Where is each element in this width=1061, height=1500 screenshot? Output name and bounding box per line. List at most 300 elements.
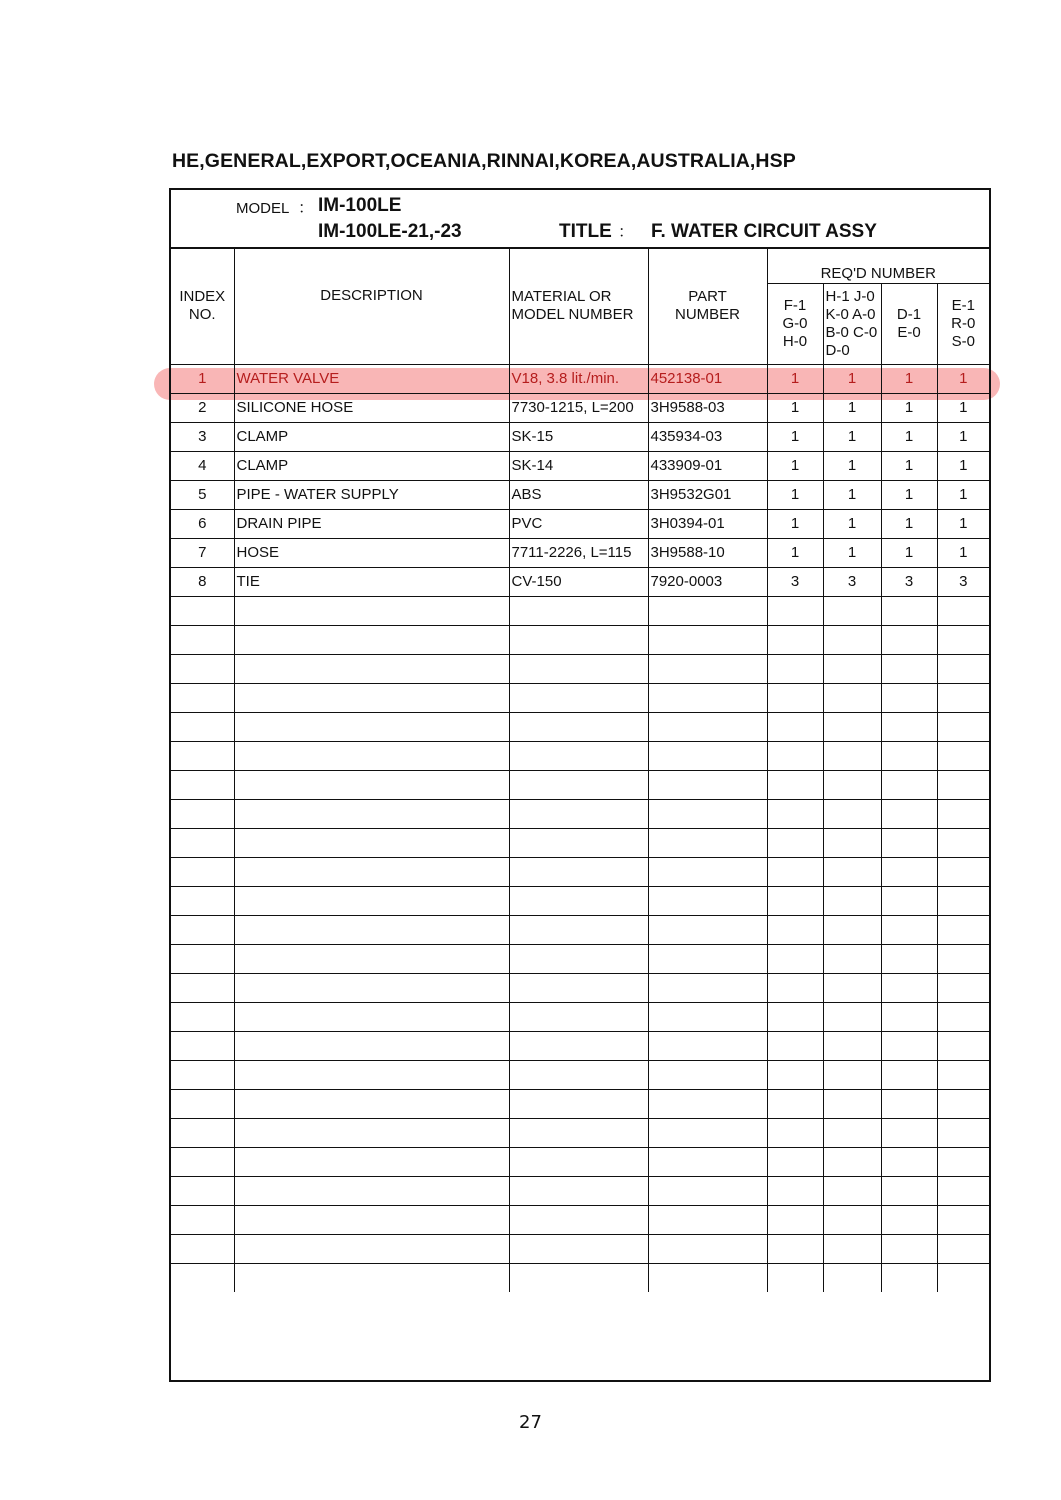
- cell-material: CV-150: [509, 568, 648, 597]
- cell-qty-1: [767, 597, 823, 626]
- cell-index: [171, 1148, 234, 1177]
- cell-qty-3: [881, 800, 937, 829]
- cell-part-number: 3H9588-10: [648, 539, 767, 568]
- cell-qty-2: [823, 974, 881, 1003]
- cell-material: [509, 1264, 648, 1293]
- cell-qty-1: [767, 1003, 823, 1032]
- cell-qty-3: [881, 742, 937, 771]
- empty-table-row: [171, 1264, 989, 1293]
- cell-qty-2: [823, 887, 881, 916]
- cell-material: [509, 916, 648, 945]
- cell-material: [509, 1206, 648, 1235]
- cell-qty-4: [937, 1003, 989, 1032]
- cell-index: [171, 800, 234, 829]
- empty-table-row: [171, 684, 989, 713]
- cell-description: PIPE - WATER SUPPLY: [234, 481, 509, 510]
- cell-qty-2: [823, 1148, 881, 1177]
- empty-table-row: [171, 974, 989, 1003]
- cell-part-number: 3H9588-03: [648, 394, 767, 423]
- cell-part-number: [648, 1148, 767, 1177]
- cell-index: 2: [171, 394, 234, 423]
- assembly-title: F. WATER CIRCUIT ASSY: [651, 221, 877, 242]
- cell-part-number: [648, 1264, 767, 1293]
- cell-qty-3: 1: [881, 394, 937, 423]
- empty-table-row: [171, 1119, 989, 1148]
- parts-table-body: [171, 365, 989, 1293]
- cell-part-number: 3H9532G01: [648, 481, 767, 510]
- cell-index: [171, 1119, 234, 1148]
- cell-qty-2: 3: [823, 568, 881, 597]
- cell-qty-3: 1: [881, 510, 937, 539]
- cell-qty-4: [937, 1235, 989, 1264]
- table-row: [171, 568, 989, 597]
- cell-qty-2: 1: [823, 481, 881, 510]
- header-variant-3: D-1 E-0: [881, 284, 937, 365]
- cell-qty-3: [881, 1032, 937, 1061]
- cell-qty-4: [937, 858, 989, 887]
- cell-qty-2: [823, 1032, 881, 1061]
- cell-qty-1: [767, 626, 823, 655]
- cell-qty-2: [823, 1177, 881, 1206]
- cell-qty-2: 1: [823, 510, 881, 539]
- header-description: DESCRIPTION: [234, 247, 509, 365]
- cell-qty-2: [823, 1235, 881, 1264]
- table-row: [171, 365, 989, 394]
- empty-table-row: [171, 887, 989, 916]
- cell-qty-1: [767, 1206, 823, 1235]
- cell-qty-1: [767, 1061, 823, 1090]
- cell-qty-1: [767, 829, 823, 858]
- cell-part-number: [648, 742, 767, 771]
- cell-qty-3: [881, 684, 937, 713]
- cell-index: [171, 684, 234, 713]
- cell-qty-4: [937, 771, 989, 800]
- cell-qty-4: [937, 655, 989, 684]
- cell-qty-4: [937, 742, 989, 771]
- cell-qty-4: [937, 1090, 989, 1119]
- cell-index: 5: [171, 481, 234, 510]
- cell-qty-4: [937, 800, 989, 829]
- cell-qty-1: 1: [767, 423, 823, 452]
- cell-material: 7711-2226, L=115: [509, 539, 648, 568]
- cell-material: [509, 626, 648, 655]
- cell-material: [509, 1119, 648, 1148]
- cell-material: [509, 974, 648, 1003]
- cell-part-number: [648, 974, 767, 1003]
- empty-table-row: [171, 1148, 989, 1177]
- cell-index: [171, 713, 234, 742]
- cell-qty-4: [937, 1206, 989, 1235]
- model-label: MODEL: [236, 200, 290, 217]
- cell-qty-3: [881, 916, 937, 945]
- cell-qty-4: [937, 1061, 989, 1090]
- cell-qty-4: [937, 684, 989, 713]
- cell-qty-4: [937, 597, 989, 626]
- cell-material: [509, 1003, 648, 1032]
- cell-material: SK-14: [509, 452, 648, 481]
- cell-qty-1: [767, 1264, 823, 1293]
- cell-material: V18, 3.8 lit./min.: [509, 365, 648, 394]
- cell-qty-2: [823, 1061, 881, 1090]
- cell-qty-4: [937, 626, 989, 655]
- cell-material: [509, 800, 648, 829]
- cell-qty-3: [881, 1177, 937, 1206]
- cell-qty-2: [823, 858, 881, 887]
- cell-material: 7730-1215, L=200: [509, 394, 648, 423]
- cell-description: [234, 597, 509, 626]
- cell-qty-3: [881, 1206, 937, 1235]
- cell-index: 8: [171, 568, 234, 597]
- cell-qty-1: [767, 1235, 823, 1264]
- cell-description: [234, 1090, 509, 1119]
- cell-qty-1: [767, 1090, 823, 1119]
- cell-qty-2: [823, 655, 881, 684]
- cell-description: [234, 742, 509, 771]
- cell-qty-4: [937, 1148, 989, 1177]
- empty-table-row: [171, 945, 989, 974]
- cell-part-number: [648, 858, 767, 887]
- cell-part-number: [648, 1090, 767, 1119]
- header-index: INDEX NO.: [171, 247, 234, 365]
- title-colon: ：: [618, 224, 635, 241]
- cell-part-number: 435934-03: [648, 423, 767, 452]
- cell-description: TIE: [234, 568, 509, 597]
- empty-table-row: [171, 1003, 989, 1032]
- cell-qty-4: [937, 1177, 989, 1206]
- cell-part-number: [648, 1119, 767, 1148]
- cell-part-number: 3H0394-01: [648, 510, 767, 539]
- cell-qty-4: [937, 974, 989, 1003]
- empty-table-row: [171, 858, 989, 887]
- header-part-number: PART NUMBER: [648, 247, 767, 365]
- empty-table-row: [171, 1235, 989, 1264]
- cell-qty-2: [823, 800, 881, 829]
- cell-qty-2: [823, 1090, 881, 1119]
- cell-index: [171, 655, 234, 684]
- cell-qty-1: [767, 916, 823, 945]
- cell-index: 7: [171, 539, 234, 568]
- cell-qty-3: [881, 1003, 937, 1032]
- cell-description: [234, 771, 509, 800]
- cell-qty-3: [881, 771, 937, 800]
- cell-index: [171, 1090, 234, 1119]
- cell-material: [509, 742, 648, 771]
- cell-part-number: 433909-01: [648, 452, 767, 481]
- cell-index: [171, 887, 234, 916]
- cell-part-number: 452138-01: [648, 365, 767, 394]
- cell-qty-1: [767, 771, 823, 800]
- empty-table-row: [171, 916, 989, 945]
- cell-index: 6: [171, 510, 234, 539]
- cell-qty-3: 3: [881, 568, 937, 597]
- cell-qty-3: [881, 597, 937, 626]
- cell-qty-1: 1: [767, 365, 823, 394]
- empty-table-row: [171, 1206, 989, 1235]
- cell-description: [234, 858, 509, 887]
- cell-material: PVC: [509, 510, 648, 539]
- cell-qty-2: [823, 1264, 881, 1293]
- cell-index: [171, 974, 234, 1003]
- cell-material: [509, 887, 648, 916]
- cell-description: [234, 916, 509, 945]
- cell-qty-2: 1: [823, 539, 881, 568]
- cell-qty-1: [767, 858, 823, 887]
- cell-index: 1: [171, 365, 234, 394]
- empty-table-row: [171, 742, 989, 771]
- cell-part-number: [648, 945, 767, 974]
- header-variant-2: H-1 J-0 K-0 A-0 B-0 C-0 D-0: [823, 284, 881, 365]
- cell-qty-2: [823, 1003, 881, 1032]
- cell-qty-2: [823, 626, 881, 655]
- cell-material: [509, 1235, 648, 1264]
- cell-qty-2: [823, 742, 881, 771]
- cell-description: [234, 1206, 509, 1235]
- cell-description: [234, 829, 509, 858]
- header-variant-4: E-1 R-0 S-0: [937, 284, 989, 365]
- title-block: [171, 190, 989, 249]
- cell-qty-1: [767, 945, 823, 974]
- cell-qty-1: [767, 1032, 823, 1061]
- cell-index: [171, 1032, 234, 1061]
- cell-qty-2: [823, 597, 881, 626]
- cell-description: CLAMP: [234, 423, 509, 452]
- cell-qty-1: 1: [767, 452, 823, 481]
- cell-index: [171, 1003, 234, 1032]
- cell-part-number: [648, 684, 767, 713]
- cell-qty-3: 1: [881, 452, 937, 481]
- cell-material: [509, 771, 648, 800]
- model-number-variants: IM-100LE-21,-23: [318, 221, 462, 242]
- empty-table-row: [171, 1061, 989, 1090]
- model-number-primary: IM-100LE: [318, 195, 402, 216]
- cell-qty-3: [881, 829, 937, 858]
- cell-description: CLAMP: [234, 452, 509, 481]
- cell-qty-4: 1: [937, 365, 989, 394]
- empty-table-row: [171, 597, 989, 626]
- cell-qty-4: [937, 887, 989, 916]
- cell-qty-4: 1: [937, 481, 989, 510]
- cell-description: [234, 887, 509, 916]
- cell-qty-1: [767, 684, 823, 713]
- cell-description: WATER VALVE: [234, 365, 509, 394]
- cell-qty-3: 1: [881, 365, 937, 394]
- parts-list-frame: [169, 188, 991, 1382]
- cell-material: [509, 945, 648, 974]
- empty-table-row: [171, 1090, 989, 1119]
- cell-qty-3: 1: [881, 539, 937, 568]
- cell-index: [171, 1264, 234, 1293]
- empty-table-row: [171, 800, 989, 829]
- empty-table-row: [171, 1032, 989, 1061]
- cell-qty-2: 1: [823, 423, 881, 452]
- cell-description: [234, 684, 509, 713]
- table-row: [171, 452, 989, 481]
- cell-part-number: [648, 887, 767, 916]
- cell-material: ABS: [509, 481, 648, 510]
- cell-material: [509, 1148, 648, 1177]
- cell-qty-3: [881, 1061, 937, 1090]
- cell-material: [509, 684, 648, 713]
- cell-material: [509, 655, 648, 684]
- cell-qty-3: [881, 945, 937, 974]
- cell-part-number: [648, 1032, 767, 1061]
- empty-table-row: [171, 626, 989, 655]
- cell-part-number: [648, 916, 767, 945]
- table-row: [171, 481, 989, 510]
- cell-qty-3: [881, 887, 937, 916]
- cell-part-number: [648, 771, 767, 800]
- cell-qty-4: 1: [937, 539, 989, 568]
- cell-part-number: [648, 626, 767, 655]
- cell-material: [509, 1177, 648, 1206]
- cell-qty-2: [823, 771, 881, 800]
- cell-description: [234, 1235, 509, 1264]
- cell-index: [171, 916, 234, 945]
- cell-qty-2: [823, 829, 881, 858]
- cell-description: [234, 713, 509, 742]
- cell-qty-1: 1: [767, 481, 823, 510]
- cell-qty-1: 1: [767, 510, 823, 539]
- cell-part-number: [648, 800, 767, 829]
- cell-qty-3: [881, 626, 937, 655]
- cell-material: [509, 829, 648, 858]
- cell-material: [509, 713, 648, 742]
- cell-part-number: [648, 1206, 767, 1235]
- cell-material: SK-15: [509, 423, 648, 452]
- header-variant-1: F-1 G-0 H-0: [767, 284, 823, 365]
- cell-index: [171, 597, 234, 626]
- cell-qty-3: [881, 1090, 937, 1119]
- header-reqd-number: REQ'D NUMBER: [767, 247, 989, 284]
- cell-qty-2: 1: [823, 452, 881, 481]
- cell-qty-2: [823, 916, 881, 945]
- cell-material: [509, 1061, 648, 1090]
- table-row: [171, 423, 989, 452]
- cell-qty-2: [823, 1119, 881, 1148]
- cell-part-number: [648, 655, 767, 684]
- cell-qty-1: [767, 655, 823, 684]
- cell-index: [171, 1177, 234, 1206]
- cell-qty-2: 1: [823, 394, 881, 423]
- cell-description: [234, 974, 509, 1003]
- cell-qty-2: [823, 684, 881, 713]
- cell-part-number: [648, 1003, 767, 1032]
- cell-qty-1: [767, 974, 823, 1003]
- cell-index: [171, 626, 234, 655]
- cell-qty-4: [937, 916, 989, 945]
- cell-index: [171, 771, 234, 800]
- cell-qty-4: [937, 945, 989, 974]
- cell-description: HOSE: [234, 539, 509, 568]
- cell-part-number: [648, 1061, 767, 1090]
- cell-qty-3: [881, 858, 937, 887]
- cell-material: [509, 858, 648, 887]
- model-colon: ：: [298, 200, 315, 217]
- title-label: TITLE: [559, 221, 612, 242]
- cell-qty-1: [767, 742, 823, 771]
- cell-index: [171, 945, 234, 974]
- cell-qty-3: [881, 1235, 937, 1264]
- cell-description: [234, 1264, 509, 1293]
- cell-index: 4: [171, 452, 234, 481]
- cell-qty-1: [767, 1148, 823, 1177]
- cell-index: 3: [171, 423, 234, 452]
- cell-qty-1: [767, 1119, 823, 1148]
- cell-description: DRAIN PIPE: [234, 510, 509, 539]
- cell-index: [171, 1061, 234, 1090]
- empty-table-row: [171, 829, 989, 858]
- cell-qty-4: 1: [937, 452, 989, 481]
- cell-qty-3: [881, 974, 937, 1003]
- cell-qty-1: [767, 887, 823, 916]
- cell-qty-1: 1: [767, 539, 823, 568]
- cell-material: [509, 1090, 648, 1119]
- cell-qty-4: 1: [937, 423, 989, 452]
- cell-qty-4: [937, 1032, 989, 1061]
- cell-description: [234, 1061, 509, 1090]
- cell-qty-4: [937, 713, 989, 742]
- cell-qty-2: [823, 713, 881, 742]
- cell-material: [509, 597, 648, 626]
- empty-table-row: [171, 713, 989, 742]
- cell-description: [234, 1148, 509, 1177]
- cell-description: [234, 1032, 509, 1061]
- cell-qty-3: [881, 1148, 937, 1177]
- cell-part-number: [648, 597, 767, 626]
- table-row: [171, 539, 989, 568]
- cell-index: [171, 1235, 234, 1264]
- cell-description: [234, 945, 509, 974]
- cell-qty-2: [823, 1206, 881, 1235]
- table-row: [171, 510, 989, 539]
- cell-qty-4: 1: [937, 394, 989, 423]
- cell-qty-1: [767, 1177, 823, 1206]
- cell-qty-3: 1: [881, 481, 937, 510]
- cell-description: [234, 1177, 509, 1206]
- document-header: HE,GENERAL,EXPORT,OCEANIA,RINNAI,KOREA,AUSTRALIA,HSP: [172, 150, 796, 172]
- cell-part-number: [648, 713, 767, 742]
- cell-qty-1: 3: [767, 568, 823, 597]
- cell-qty-4: 3: [937, 568, 989, 597]
- empty-table-row: [171, 655, 989, 684]
- cell-index: [171, 742, 234, 771]
- cell-description: SILICONE HOSE: [234, 394, 509, 423]
- cell-index: [171, 858, 234, 887]
- cell-qty-4: [937, 829, 989, 858]
- page-number: 27: [519, 1412, 542, 1433]
- cell-index: [171, 1206, 234, 1235]
- parts-table: [171, 247, 989, 1292]
- cell-material: [509, 1032, 648, 1061]
- cell-description: [234, 1003, 509, 1032]
- cell-part-number: 7920-0003: [648, 568, 767, 597]
- cell-description: [234, 800, 509, 829]
- cell-description: [234, 626, 509, 655]
- cell-part-number: [648, 1235, 767, 1264]
- cell-qty-3: [881, 713, 937, 742]
- cell-qty-3: [881, 1264, 937, 1293]
- cell-qty-4: [937, 1264, 989, 1293]
- cell-qty-3: [881, 655, 937, 684]
- cell-index: [171, 829, 234, 858]
- cell-description: [234, 655, 509, 684]
- cell-qty-1: 1: [767, 394, 823, 423]
- empty-table-row: [171, 771, 989, 800]
- cell-qty-1: [767, 800, 823, 829]
- cell-qty-4: [937, 1119, 989, 1148]
- cell-part-number: [648, 1177, 767, 1206]
- cell-qty-2: [823, 945, 881, 974]
